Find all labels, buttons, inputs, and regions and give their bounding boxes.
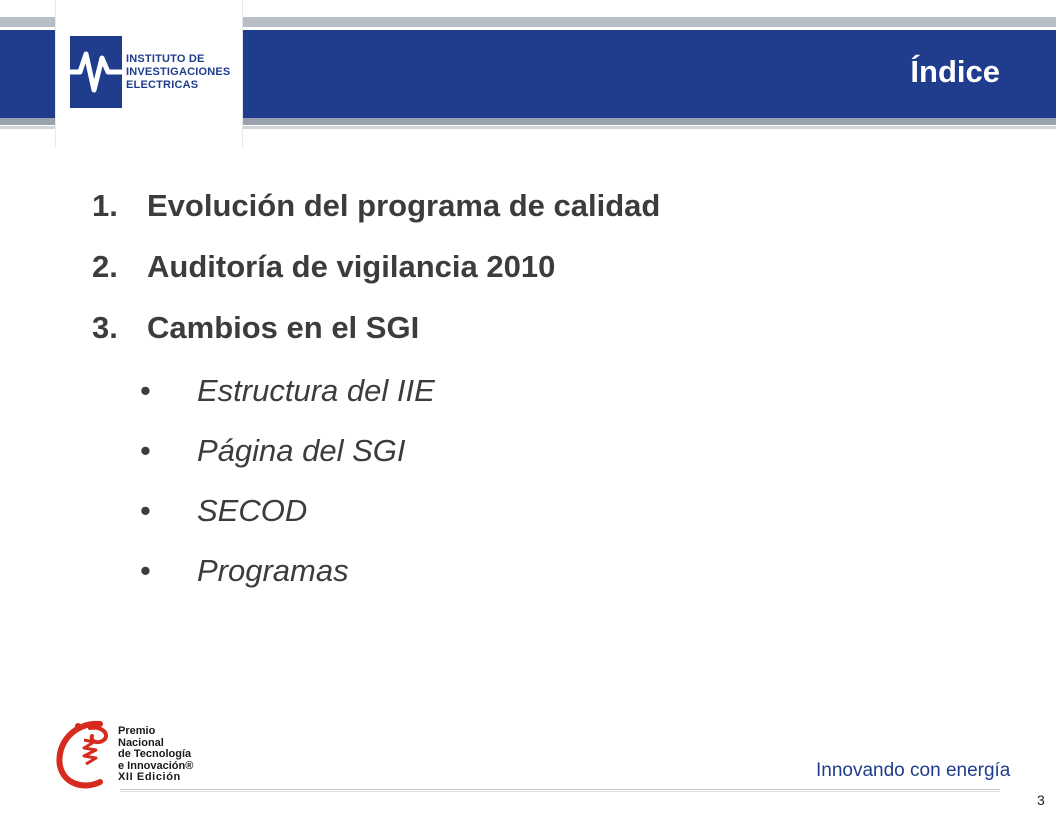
bullet-text: Estructura del IIE: [197, 373, 435, 408]
numbered-list: [92, 188, 892, 371]
slide-title: Índice: [910, 54, 1000, 89]
list-number: 2.: [92, 249, 118, 284]
logo-line: ELECTRICAS: [126, 79, 199, 91]
logo-text: [126, 53, 241, 92]
bullet-list: [140, 373, 840, 613]
iie-logo-icon: [70, 36, 122, 108]
list-text: Evolución del programa de calidad: [147, 188, 661, 223]
award-text: [118, 726, 193, 784]
footer-rule-light: [120, 791, 1000, 792]
award-line: XII Edición: [118, 771, 181, 783]
award-line: de Tecnología: [118, 748, 192, 760]
list-number: 1.: [92, 188, 118, 223]
logo-line: INVESTIGACIONES: [126, 66, 231, 78]
award-line: Nacional: [118, 736, 164, 749]
bullet-icon: •: [140, 433, 151, 468]
bullet-item: [140, 493, 840, 553]
footer-rule: [120, 789, 1000, 790]
bullet-item: [140, 433, 840, 493]
bullet-text: Página del SGI: [197, 433, 406, 468]
bullet-icon: •: [140, 493, 151, 528]
bullet-text: Programas: [197, 553, 349, 588]
bullet-icon: •: [140, 373, 151, 408]
bullet-icon: •: [140, 553, 151, 588]
institute-logo: [55, 0, 243, 148]
list-text: Cambios en el SGI: [147, 310, 420, 345]
logo-line: INSTITUTO DE: [126, 53, 205, 65]
award-line: Premio: [118, 725, 156, 737]
bullet-text: SECOD: [197, 493, 308, 528]
award-line: e Innovación®: [118, 759, 194, 772]
list-text: Auditoría de vigilancia 2010: [147, 249, 556, 284]
list-item: [92, 310, 892, 371]
list-item: [92, 188, 892, 249]
award-logo: [54, 714, 204, 792]
award-emblem-icon: [54, 714, 116, 792]
bullet-item: [140, 553, 840, 613]
list-item: [92, 249, 892, 310]
bullet-item: [140, 373, 840, 433]
slogan: Innovando con energía: [816, 760, 1011, 781]
page-number: 3: [1037, 792, 1045, 808]
list-number: 3.: [92, 310, 118, 345]
